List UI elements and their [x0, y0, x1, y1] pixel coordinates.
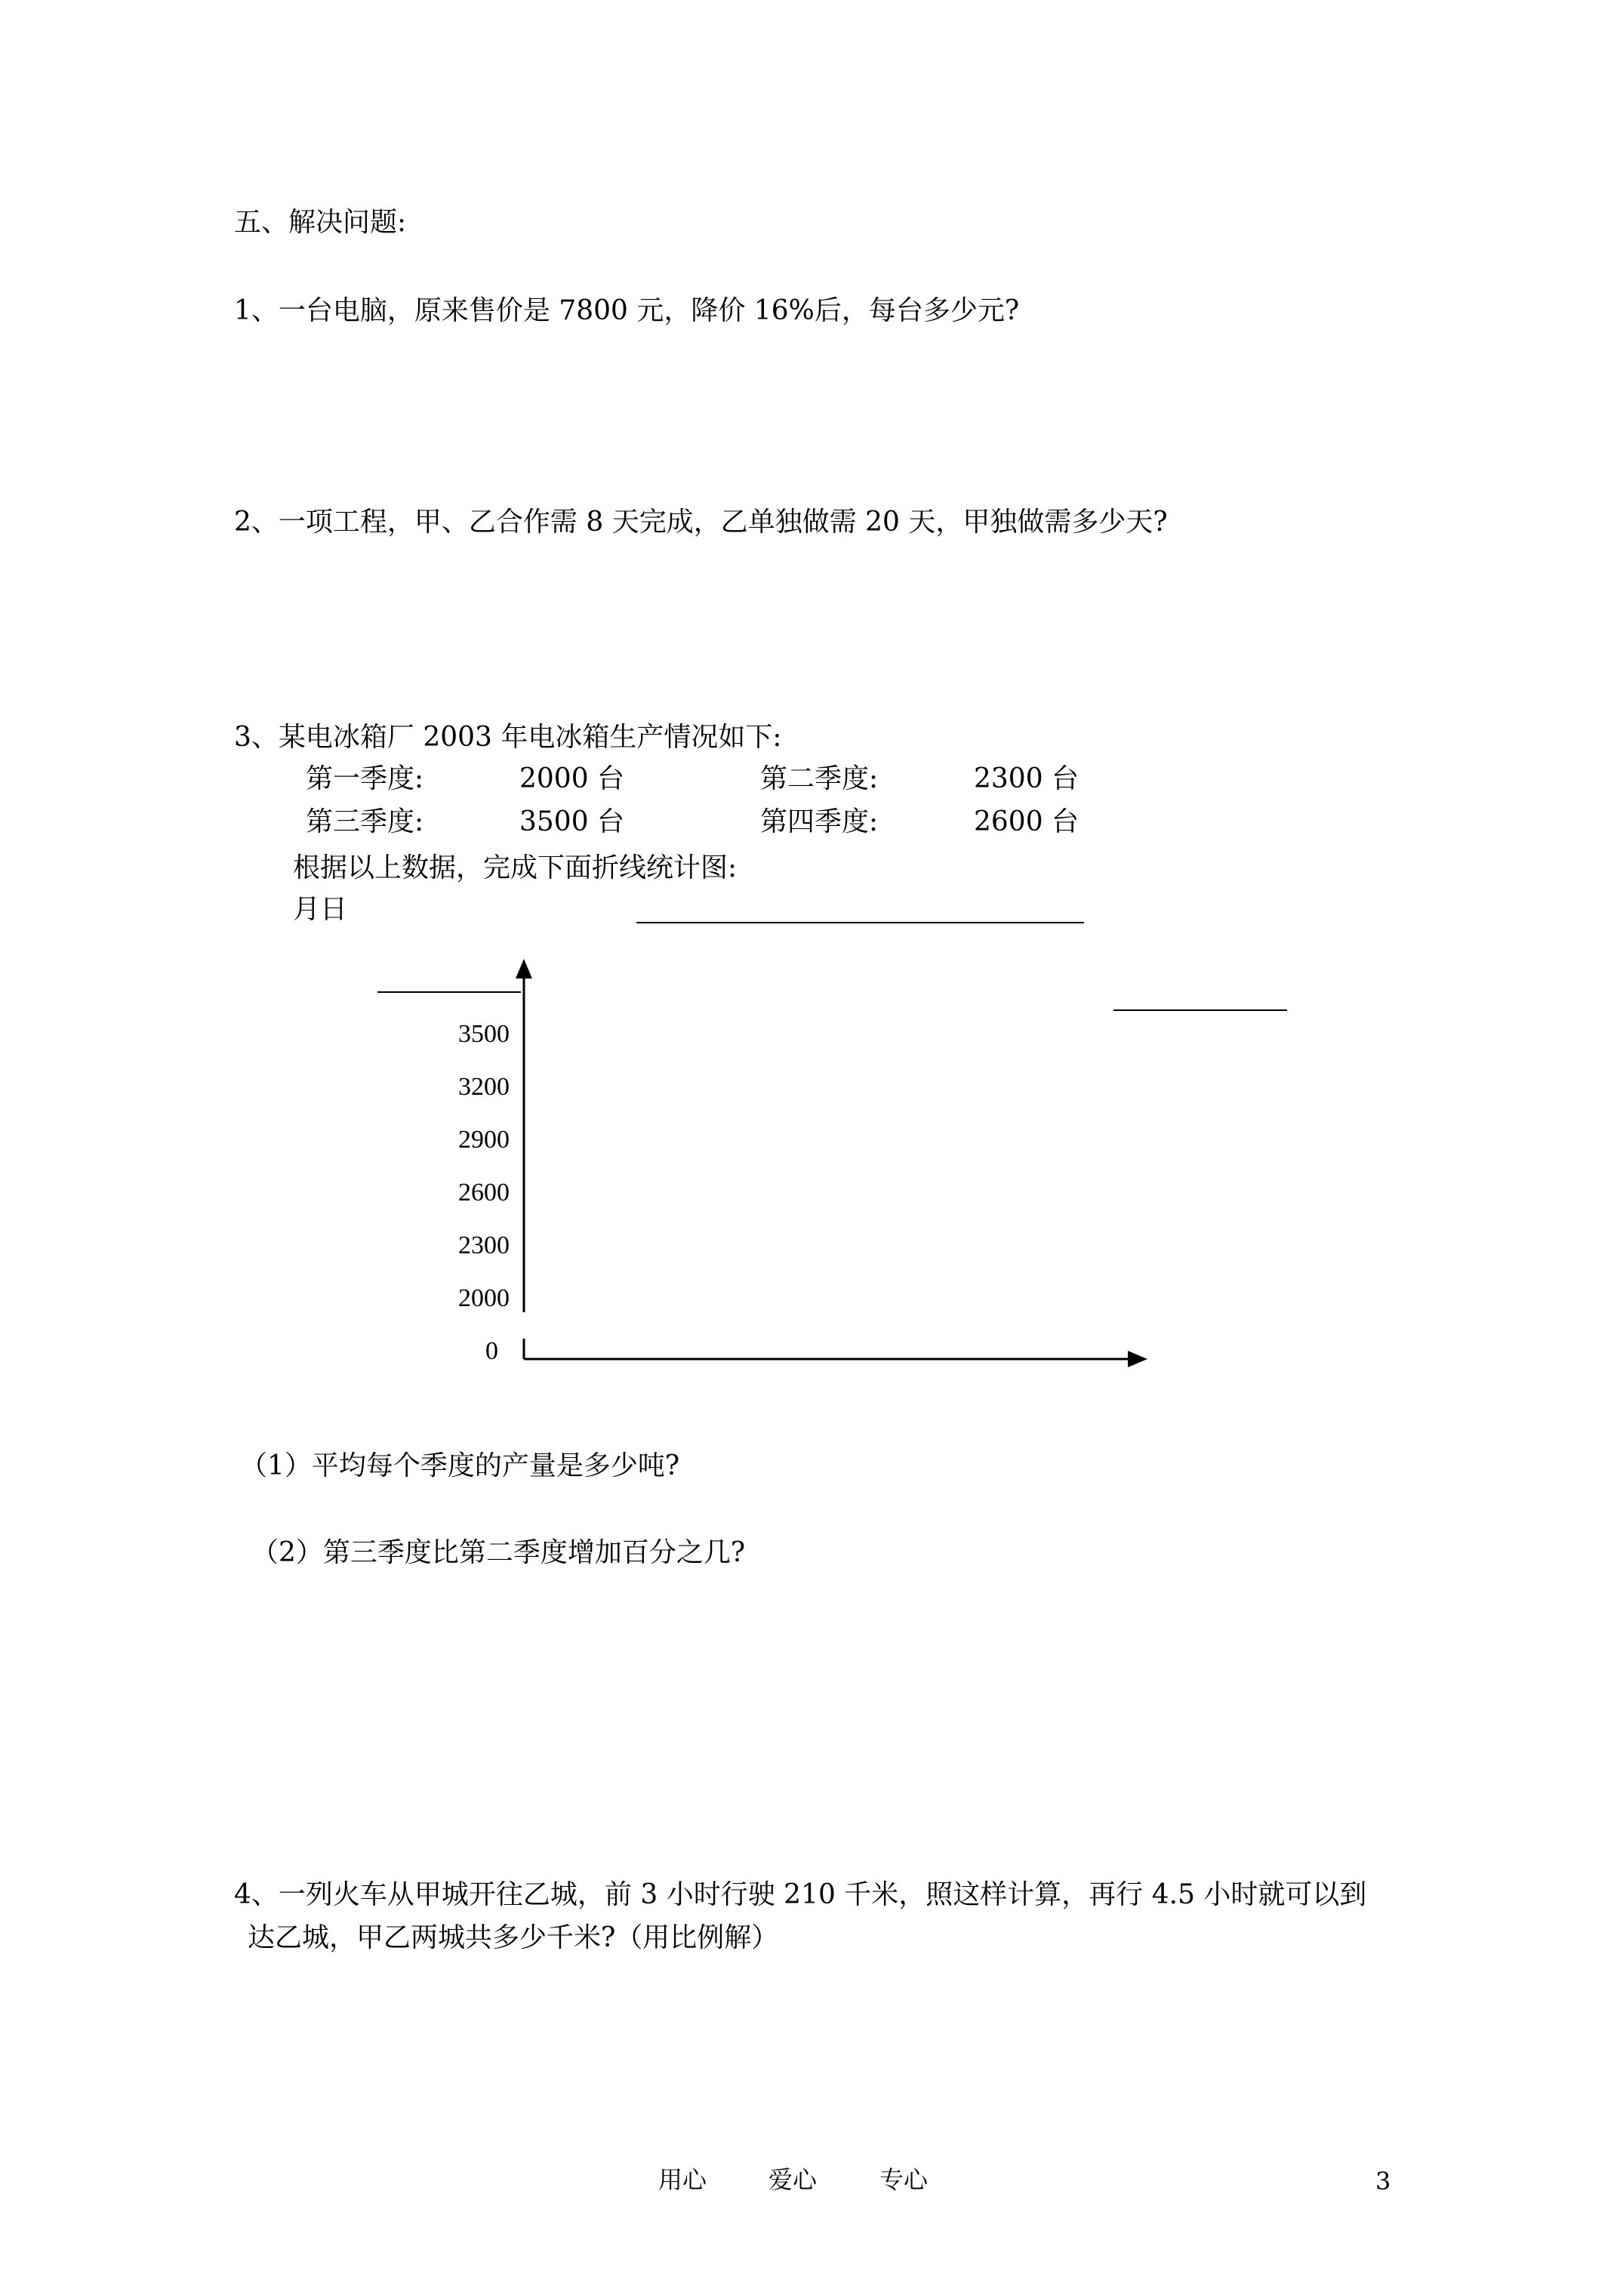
question-2: 2、一项工程，甲、乙合作需 8 天完成，乙单独做需 20 天，甲独做需多少天? [234, 507, 1168, 538]
section-title: 五、解决问题: [234, 207, 407, 238]
footer-word-1: 用心 [658, 2165, 707, 2194]
y-tick-label: 3200 [458, 1073, 510, 1101]
question-1: 1、一台电脑，原来售价是 7800 元，降价 16%后，每台多少元? [234, 295, 1020, 326]
origin-label: 0 [485, 1337, 498, 1365]
q3-row2-right-value: 2600 台 [974, 806, 1079, 837]
q3-instruction: 根据以上数据，完成下面折线统计图: [293, 852, 738, 883]
y-tick-label: 3500 [458, 1020, 510, 1048]
x-axis-arrow [1128, 1351, 1147, 1367]
y-axis-arrow [516, 959, 532, 978]
footer-word-2: 爱心 [768, 2165, 818, 2194]
y-tick-label: 2000 [458, 1284, 510, 1312]
q3-row2-left-value: 3500 台 [519, 806, 625, 837]
q3-row1-right-value: 2300 台 [974, 763, 1079, 794]
footer-word-3: 专心 [879, 2165, 929, 2194]
q3-sub-question-1: （1）平均每个季度的产量是多少吨? [240, 1450, 680, 1481]
y-tick-label: 2900 [458, 1126, 510, 1154]
q3-row1-right-label: 第二季度: [760, 763, 879, 794]
y-tick-label: 2300 [458, 1231, 510, 1259]
q3-sub-question-2: （2）第三季度比第二季度增加百分之几? [251, 1537, 746, 1568]
question-3-intro: 3、某电冰箱厂 2003 年电冰箱生产情况如下: [234, 722, 782, 753]
q3-row2-left-label: 第三季度: [306, 806, 424, 837]
question-4-line2: 达乙城，甲乙两城共多少千米?（用比例解） [248, 1922, 779, 1953]
question-4-line1: 4、一列火车从甲城开往乙城，前 3 小时行驶 210 千米，照这样计算，再行 4.5 小时就可以到 [234, 1879, 1367, 1910]
y-tick-label: 2600 [458, 1179, 510, 1207]
q3-row2-right-label: 第四季度: [760, 806, 879, 837]
date-label: 月日 [293, 894, 348, 925]
q3-row1-left-label: 第一季度: [306, 763, 424, 794]
q3-row1-left-value: 2000 台 [519, 763, 625, 794]
page-number: 3 [1375, 2167, 1391, 2196]
